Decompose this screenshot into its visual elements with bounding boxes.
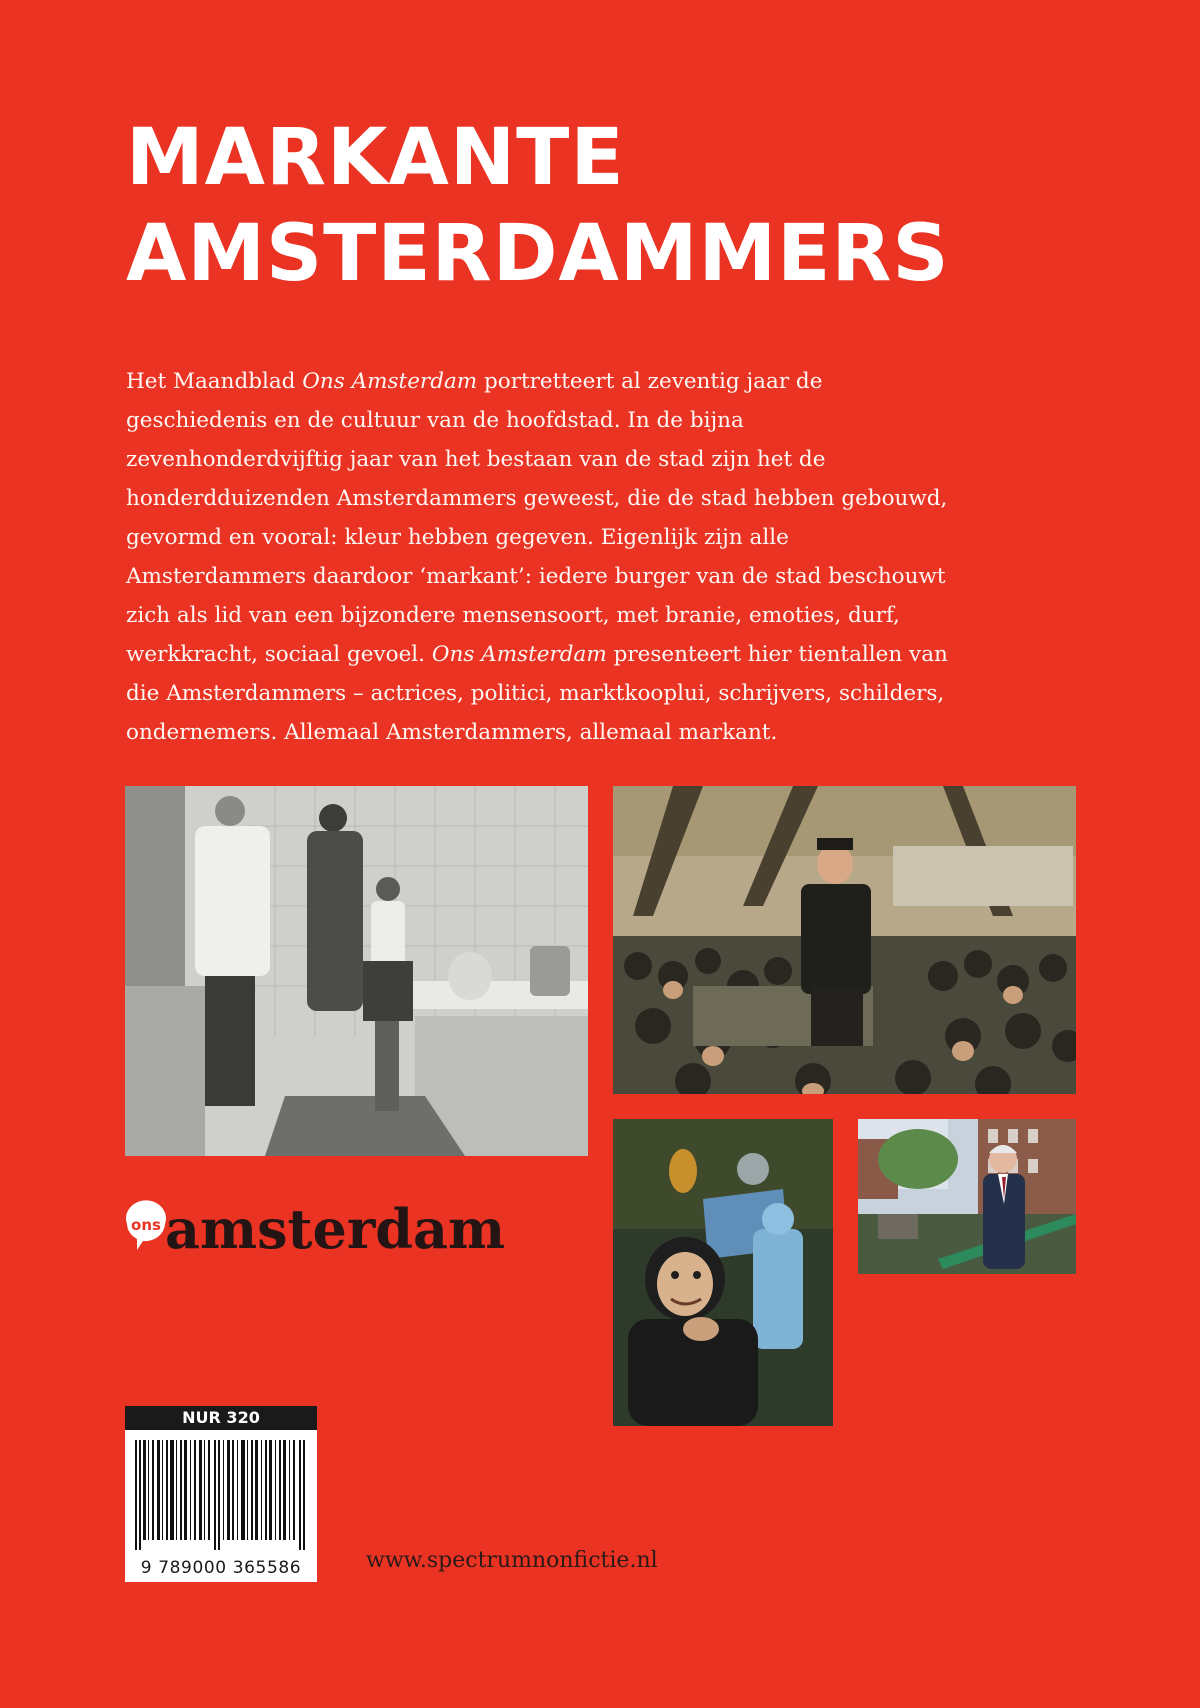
isbn-digits: 9 789000 365586	[140, 1558, 302, 1578]
ons-amsterdam-logo	[125, 1190, 545, 1270]
blurb-part-1: Het Maandblad	[126, 369, 303, 394]
blurb-part-3: presenteert hier tientallen van die Amsterdammers – actrices, politici, marktkooplui, schrijvers, schilders, ondernemers. Allemaal Amsterdammers, allemaal markant.	[126, 642, 948, 745]
blurb-part-2: portretteert al zeventig jaar de geschiedenis en de cultuur van de hoofdstad. In de bijna zevenhonderdvijftig jaar van het bestaan van de stad zijn het de honderdduizenden Amsterdammers geweest, die de stad hebben gebouwd, gevormd en vooral: kleur hebben gegeven. Eigenlijk zijn alle Amsterdammers daardoor ‘markant’: iedere burger van de stad beschouwt zich als lid van een bijzondere mensensoort, met branie, emoties, durf, werkkracht, sociaal gevoel.	[126, 369, 948, 667]
publisher-url: www.spectrumnonfictie.nl	[366, 1548, 658, 1573]
book-title	[126, 110, 1126, 302]
man-on-bridge-photo	[858, 1119, 1076, 1274]
barcode-block	[125, 1406, 317, 1582]
blurb-magazine-name: Ons Amsterdam	[302, 369, 478, 394]
clown-portrait-photo	[613, 1119, 833, 1426]
title-line-1: MARKANTE	[126, 113, 625, 203]
market-crowd-photo	[613, 786, 1076, 1094]
kitchen-family-photo	[125, 786, 588, 1156]
isbn-barcode	[125, 1430, 317, 1582]
title-line-2: AMSTERDAMMERS	[126, 209, 950, 299]
svg-text:ons: ons	[131, 1216, 161, 1234]
blurb-text	[126, 362, 956, 752]
svg-text:amsterdam: amsterdam	[165, 1197, 506, 1261]
nur-label: NUR 320	[125, 1406, 317, 1430]
blurb-magazine-name-2: Ons Amsterdam	[431, 642, 607, 667]
barcode-bars	[133, 1440, 309, 1550]
